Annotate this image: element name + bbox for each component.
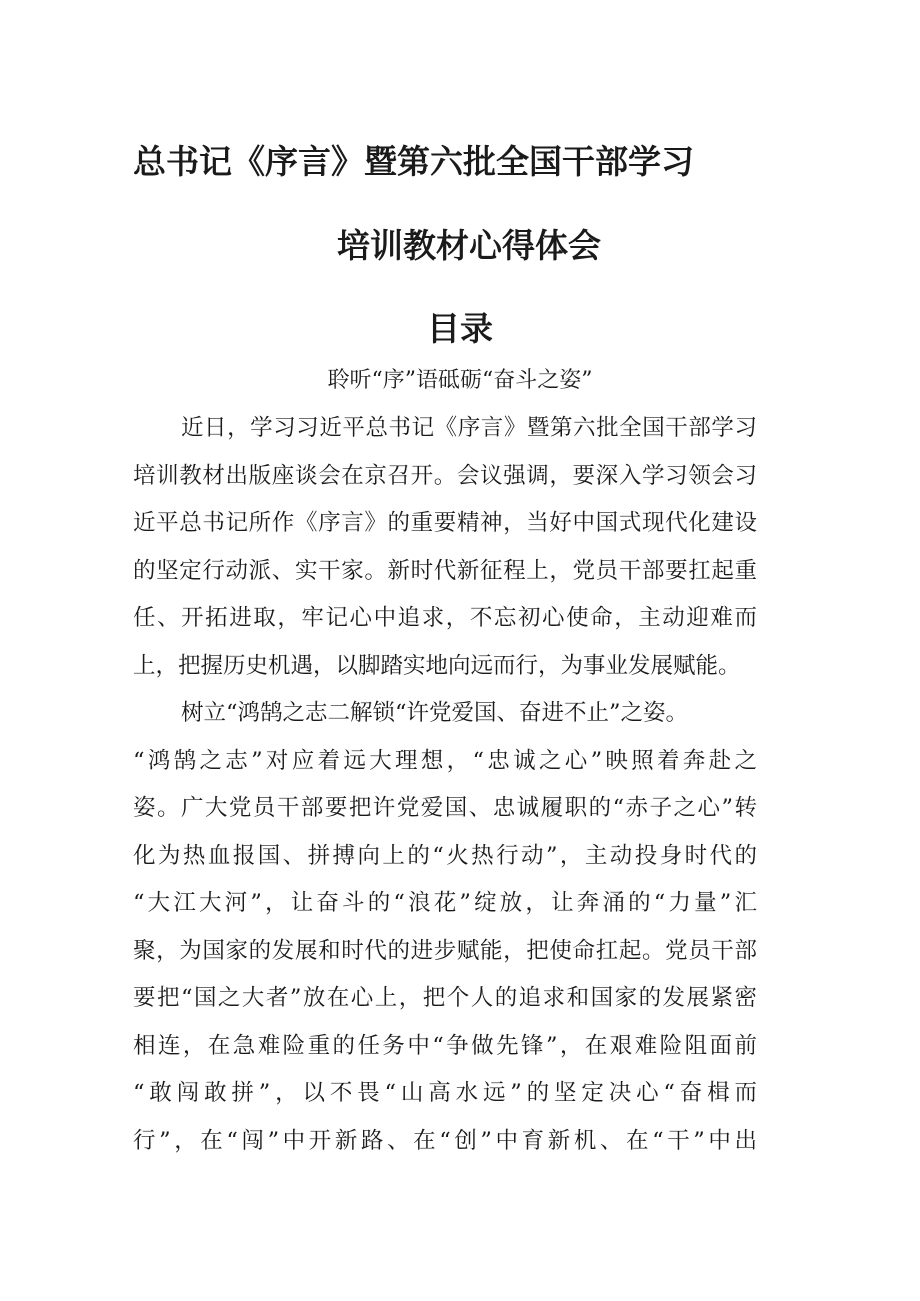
body-line: 近平总书记所作《序言》的重要精神，当好中国式现代化建设: [133, 510, 757, 536]
body-line: 的坚定行动派、实干家。新时代新征程上，党员干部要扛起重: [133, 557, 757, 584]
toc-entry: 聆听“序”语砥砺“奋斗之姿”: [327, 368, 593, 393]
body-line: 化为热血报国、拼搏向上的“火热行动”，主动投身时代的: [133, 842, 757, 869]
body-line: “鸿鹄之志”对应着远大理想，“忠诚之心”映照着奔赴之: [133, 747, 757, 774]
body-line: “敢闯敢拼”，以不畏“山高水远”的坚定决心“奋楫而: [133, 1080, 757, 1106]
body-text: [133, 405, 793, 1165]
body-line: 上，把握历史机遇，以脚踏实地向远而行，为事业发展赋能。: [133, 652, 741, 679]
body-line: “大江大河”，让奋斗的“浪花”绽放，让奔涌的“力量”汇: [133, 890, 757, 916]
body-line: 树立“鸿鹄之志二解锁“许党爱国、奋进不止”之姿。: [181, 700, 689, 726]
document-title-line-2: 培训教材心得体会: [337, 226, 601, 265]
body-line: 相连，在急难险重的任务中“争做先锋”，在艰难险阻面前: [133, 1032, 757, 1059]
document-title-line-1: 总书记《序言》暨第六批全国干部学习: [133, 142, 694, 181]
body-line: 姿。广大党员干部要把许党爱国、忠诚履职的“赤子之心”转: [133, 795, 757, 821]
body-line: 任、开拓进取，牢记心中追求，不忘初心使命，主动迎难而: [133, 605, 757, 631]
toc-heading: 目录: [427, 309, 493, 348]
body-line: 近日，学习习近平总书记《序言》暨第六批全国干部学习: [181, 415, 757, 441]
body-line: 行”，在“闯”中开新路、在“创”中育新机、在“干”中出: [133, 1127, 757, 1154]
body-line: 培训教材出版座谈会在京召开。会议强调，要深入学习领会习: [133, 462, 757, 489]
body-line: 要把“国之大者”放在心上，把个人的追求和国家的发展紧密: [133, 985, 757, 1011]
body-line: 聚，为国家的发展和时代的进步赋能，把使命扛起。党员干部: [133, 937, 757, 964]
